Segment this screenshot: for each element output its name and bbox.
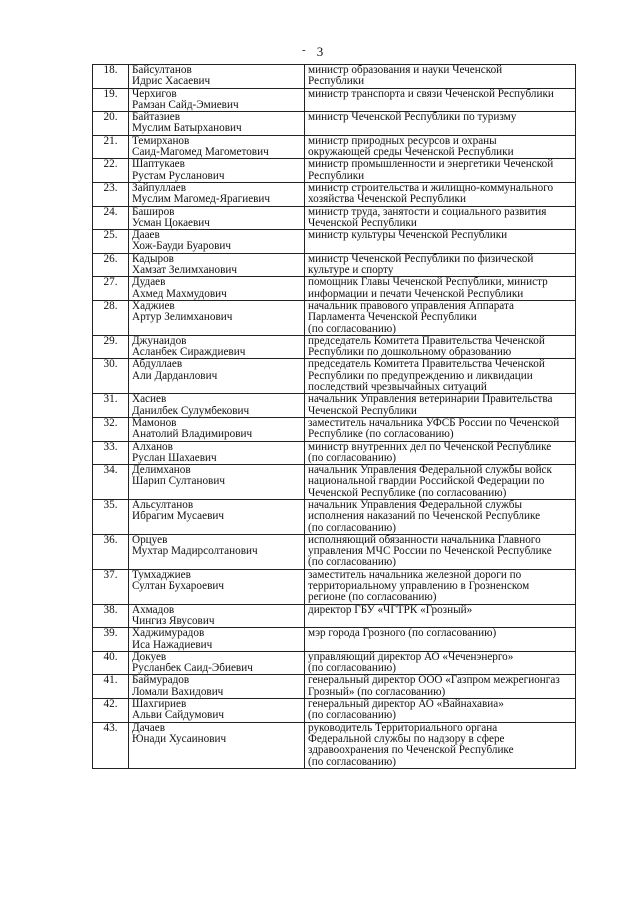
row-number: 25. (93, 230, 129, 254)
position-line: председатель Комитета Правительства Чеченской (308, 335, 545, 347)
position-line: (по согласованию) (308, 323, 396, 335)
table-row (93, 628, 576, 652)
position-line: помощник Главы Чеченской Республики, министр (308, 277, 548, 289)
position-line: Республики по дошкольному образованию (308, 347, 512, 359)
name-line: Байтазиев (132, 112, 181, 124)
name-line: Артур Зелимханович (132, 312, 233, 324)
person-position (305, 159, 576, 183)
row-number: 24. (93, 206, 129, 230)
name-line: Шахгириев (132, 699, 187, 711)
position-line: исполнения наказаний по Чеченской Республике (308, 511, 541, 523)
position-line: культуре и спорту (308, 265, 394, 277)
table-row (93, 335, 576, 359)
person-name (129, 159, 305, 183)
row-number: 42. (93, 699, 129, 723)
position-line: Республики (308, 170, 365, 182)
position-line: (по согласованию) (308, 452, 396, 464)
name-line: Хасиев (132, 394, 167, 406)
position-line: министр природных ресурсов и охраны (308, 135, 497, 147)
person-position (305, 65, 576, 89)
person-position (305, 569, 576, 604)
person-position (305, 230, 576, 254)
table-row (93, 135, 576, 159)
row-number: 38. (93, 604, 129, 628)
person-name (129, 675, 305, 699)
row-number: 35. (93, 499, 129, 534)
position-line: министр промышленности и энергетики Чеченской (308, 159, 554, 171)
name-line: Зайпуллаев (132, 182, 187, 194)
name-line: Ахмадов (132, 604, 175, 616)
page-mark: - (302, 44, 306, 56)
name-line: Дудаев (132, 277, 166, 289)
person-position (305, 465, 576, 500)
person-name (129, 441, 305, 465)
table-row (93, 88, 576, 112)
position-line: министр транспорта и связи Чеченской Республики (308, 88, 554, 100)
name-line: Абдуллаев (132, 359, 183, 371)
position-line: министр труда, занятости и социального развития (308, 206, 547, 218)
row-number: 36. (93, 534, 129, 569)
name-line: Хаджимурадов (132, 628, 205, 640)
person-name (129, 359, 305, 394)
row-number: 20. (93, 112, 129, 136)
name-line: Джунаидов (132, 335, 187, 347)
row-number: 28. (93, 300, 129, 335)
person-name (129, 534, 305, 569)
name-line: Тумхаджиев (132, 569, 191, 581)
table-row (93, 159, 576, 183)
person-name (129, 499, 305, 534)
position-line: окружающей среды Чеченской Республики (308, 147, 514, 159)
person-position (305, 441, 576, 465)
position-line: министр культуры Чеченской Республики (308, 230, 508, 242)
person-name (129, 206, 305, 230)
person-position (305, 359, 576, 394)
position-line: генеральный директор ООО «Газпром межрегионгаз (308, 675, 560, 687)
table-row (93, 651, 576, 675)
name-line: Делимханов (132, 465, 191, 477)
row-number: 23. (93, 182, 129, 206)
person-position (305, 394, 576, 418)
members-table (92, 64, 576, 769)
position-line: мэр города Грозного (по согласованию) (308, 628, 497, 640)
row-number: 43. (93, 722, 129, 768)
name-line: Рустам Русланович (132, 170, 225, 182)
table-row (93, 277, 576, 301)
person-name (129, 135, 305, 159)
person-name (129, 335, 305, 359)
person-name (129, 300, 305, 335)
row-number: 34. (93, 465, 129, 500)
position-line: Чеченской Республики (308, 405, 417, 417)
person-name (129, 465, 305, 500)
name-line: Иса Нажадиевич (132, 639, 213, 651)
name-line: Альсултанов (132, 499, 194, 511)
person-name (129, 394, 305, 418)
position-line: начальник Управления Федеральной службы войск (308, 465, 552, 477)
name-line: Данилбек Сулумбекович (132, 405, 250, 417)
person-name (129, 417, 305, 441)
position-line: начальник правового управления Аппарата (308, 300, 514, 312)
table-row (93, 465, 576, 500)
person-position (305, 277, 576, 301)
table-row (93, 441, 576, 465)
name-line: Альви Сайдумович (132, 710, 224, 722)
position-line: министр Чеченской Республики по физической (308, 253, 534, 265)
name-line: Хамзат Зелимханович (132, 265, 238, 277)
name-line: Баймурадов (132, 675, 190, 687)
person-name (129, 722, 305, 768)
person-position (305, 604, 576, 628)
name-line: Орцуев (132, 534, 168, 546)
table-row (93, 182, 576, 206)
position-line: начальник Управления Федеральной службы (308, 499, 522, 511)
table-row (93, 675, 576, 699)
position-line: Чеченской Республики (308, 217, 417, 229)
position-line: информации и печати Чеченской Республики (308, 288, 524, 300)
position-line: заместитель начальника УФСБ России по Чеченской (308, 417, 560, 429)
person-name (129, 230, 305, 254)
person-name (129, 651, 305, 675)
table-row (93, 534, 576, 569)
person-position (305, 722, 576, 768)
table-row (93, 604, 576, 628)
name-line: Дачаев (132, 722, 165, 734)
row-number: 21. (93, 135, 129, 159)
position-line: (по согласованию) (308, 756, 396, 768)
person-position (305, 534, 576, 569)
position-line: (по согласованию) (308, 663, 396, 675)
person-position (305, 499, 576, 534)
name-line: Хож-Бауди Буарович (132, 241, 231, 253)
row-number: 30. (93, 359, 129, 394)
table-row (93, 253, 576, 277)
page-number: 3 (316, 44, 324, 59)
name-line: Идрис Хасаевич (132, 76, 211, 88)
name-line: Мухтар Мадирсолтанович (132, 546, 258, 558)
name-line: Черхигов (132, 88, 177, 100)
table-row (93, 65, 576, 89)
position-line: (по согласованию) (308, 710, 396, 722)
name-line: Анатолий Владимирович (132, 429, 253, 441)
person-name (129, 699, 305, 723)
person-position (305, 628, 576, 652)
position-line: последствий чрезвычайных ситуаций (308, 382, 487, 394)
table-row (93, 300, 576, 335)
name-line: Муслим Магомед-Ярагиевич (132, 194, 271, 206)
person-name (129, 182, 305, 206)
name-line: Мамонов (132, 417, 177, 429)
name-line: Али Дарданлович (132, 370, 218, 382)
table-row (93, 206, 576, 230)
position-line: Парламента Чеченской Республики (308, 312, 477, 324)
position-line: генеральный директор АО «Вайнахавиа» (308, 699, 504, 711)
position-line: Грозный» (по согласованию) (308, 686, 446, 698)
position-line: министр строительства и жилищно-коммунального (308, 182, 554, 194)
position-line: (по согласованию) (308, 522, 396, 534)
name-line: Асланбек Сираждиевич (132, 347, 246, 359)
position-line: руководитель Территориального органа (308, 722, 498, 734)
name-line: Кадыров (132, 253, 174, 265)
person-name (129, 253, 305, 277)
position-line: здравоохранения по Чеченской Республике (308, 745, 514, 757)
table-row (93, 699, 576, 723)
position-line: Федеральной службы по надзору в сфере (308, 733, 505, 745)
position-line: Республики (308, 76, 365, 88)
person-name (129, 88, 305, 112)
row-number: 40. (93, 651, 129, 675)
name-line: Баширов (132, 206, 175, 218)
position-line: (по согласованию) (308, 557, 396, 569)
table-row (93, 230, 576, 254)
name-line: Ибрагим Мусаевич (132, 511, 224, 523)
person-position (305, 253, 576, 277)
person-position (305, 88, 576, 112)
person-name (129, 628, 305, 652)
name-line: Дааев (132, 230, 160, 242)
person-name (129, 112, 305, 136)
person-position (305, 675, 576, 699)
position-line: министр Чеченской Республики по туризму (308, 112, 517, 124)
name-line: Султан Бухароевич (132, 581, 224, 593)
person-name (129, 604, 305, 628)
position-line: территориальному управлению в Грозненском (308, 581, 530, 593)
table-row (93, 359, 576, 394)
name-line: Байсултанов (132, 65, 192, 76)
name-line: Алханов (132, 441, 173, 453)
row-number: 41. (93, 675, 129, 699)
table-row (93, 722, 576, 768)
row-number: 18. (93, 65, 129, 89)
person-position (305, 699, 576, 723)
name-line: Шаптукаев (132, 159, 185, 171)
person-position (305, 300, 576, 335)
person-position (305, 417, 576, 441)
row-number: 39. (93, 628, 129, 652)
position-line: заместитель начальника железной дороги по (308, 569, 522, 581)
position-line: директор ГБУ «ЧГТРК «Грозный» (308, 604, 473, 616)
name-line: Руслан Шахаевич (132, 452, 217, 464)
position-line: министр образования и науки Чеченской (308, 65, 503, 76)
person-name (129, 569, 305, 604)
person-position (305, 112, 576, 136)
position-line: регионе (по согласованию) (308, 592, 437, 604)
row-number: 31. (93, 394, 129, 418)
members-table-body (93, 65, 576, 769)
position-line: Республики по предупреждению и ликвидации (308, 370, 533, 382)
row-number: 29. (93, 335, 129, 359)
row-number: 19. (93, 88, 129, 112)
row-number: 26. (93, 253, 129, 277)
name-line: Темирханов (132, 135, 190, 147)
name-line: Рамзан Сайд-Эмиевич (132, 99, 239, 111)
position-line: начальник Управления ветеринарии Правительства (308, 394, 553, 406)
position-line: хозяйства Чеченской Республики (308, 194, 466, 206)
position-line: министр внутренних дел по Чеченской Республике (308, 441, 552, 453)
table-row (93, 569, 576, 604)
person-position (305, 135, 576, 159)
position-line: национальной гвардии Российской Федерации по (308, 476, 545, 488)
person-position (305, 651, 576, 675)
table-row (93, 112, 576, 136)
name-line: Русланбек Саид-Эбиевич (132, 663, 253, 675)
name-line: Хаджиев (132, 300, 175, 312)
name-line: Докуев (132, 651, 167, 663)
row-number: 33. (93, 441, 129, 465)
position-line: Республике (по согласованию) (308, 429, 454, 441)
row-number: 22. (93, 159, 129, 183)
position-line: исполняющий обязанности начальника Главного (308, 534, 541, 546)
row-number: 32. (93, 417, 129, 441)
person-position (305, 182, 576, 206)
name-line: Юнади Хусаинович (132, 733, 227, 745)
person-name (129, 65, 305, 89)
name-line: Ахмед Махмудович (132, 288, 227, 300)
person-name (129, 277, 305, 301)
name-line: Шарип Султанович (132, 476, 225, 488)
table-row (93, 394, 576, 418)
table-row (93, 499, 576, 534)
name-line: Муслим Батырханович (132, 123, 242, 135)
position-line: управления МЧС России по Чеченской Республике (308, 546, 552, 558)
name-line: Усман Цокаевич (132, 217, 210, 229)
row-number: 27. (93, 277, 129, 301)
name-line: Саид-Магомед Магометович (132, 147, 269, 159)
position-line: управляющий директор АО «Чеченэнерго» (308, 651, 514, 663)
row-number: 37. (93, 569, 129, 604)
person-position (305, 335, 576, 359)
table-row (93, 417, 576, 441)
position-line: Чеченской Республике (по согласованию) (308, 487, 507, 499)
name-line: Ломали Вахидович (132, 686, 224, 698)
person-position (305, 206, 576, 230)
position-line: председатель Комитета Правительства Чеченской (308, 359, 545, 371)
name-line: Чингиз Явусович (132, 615, 215, 627)
